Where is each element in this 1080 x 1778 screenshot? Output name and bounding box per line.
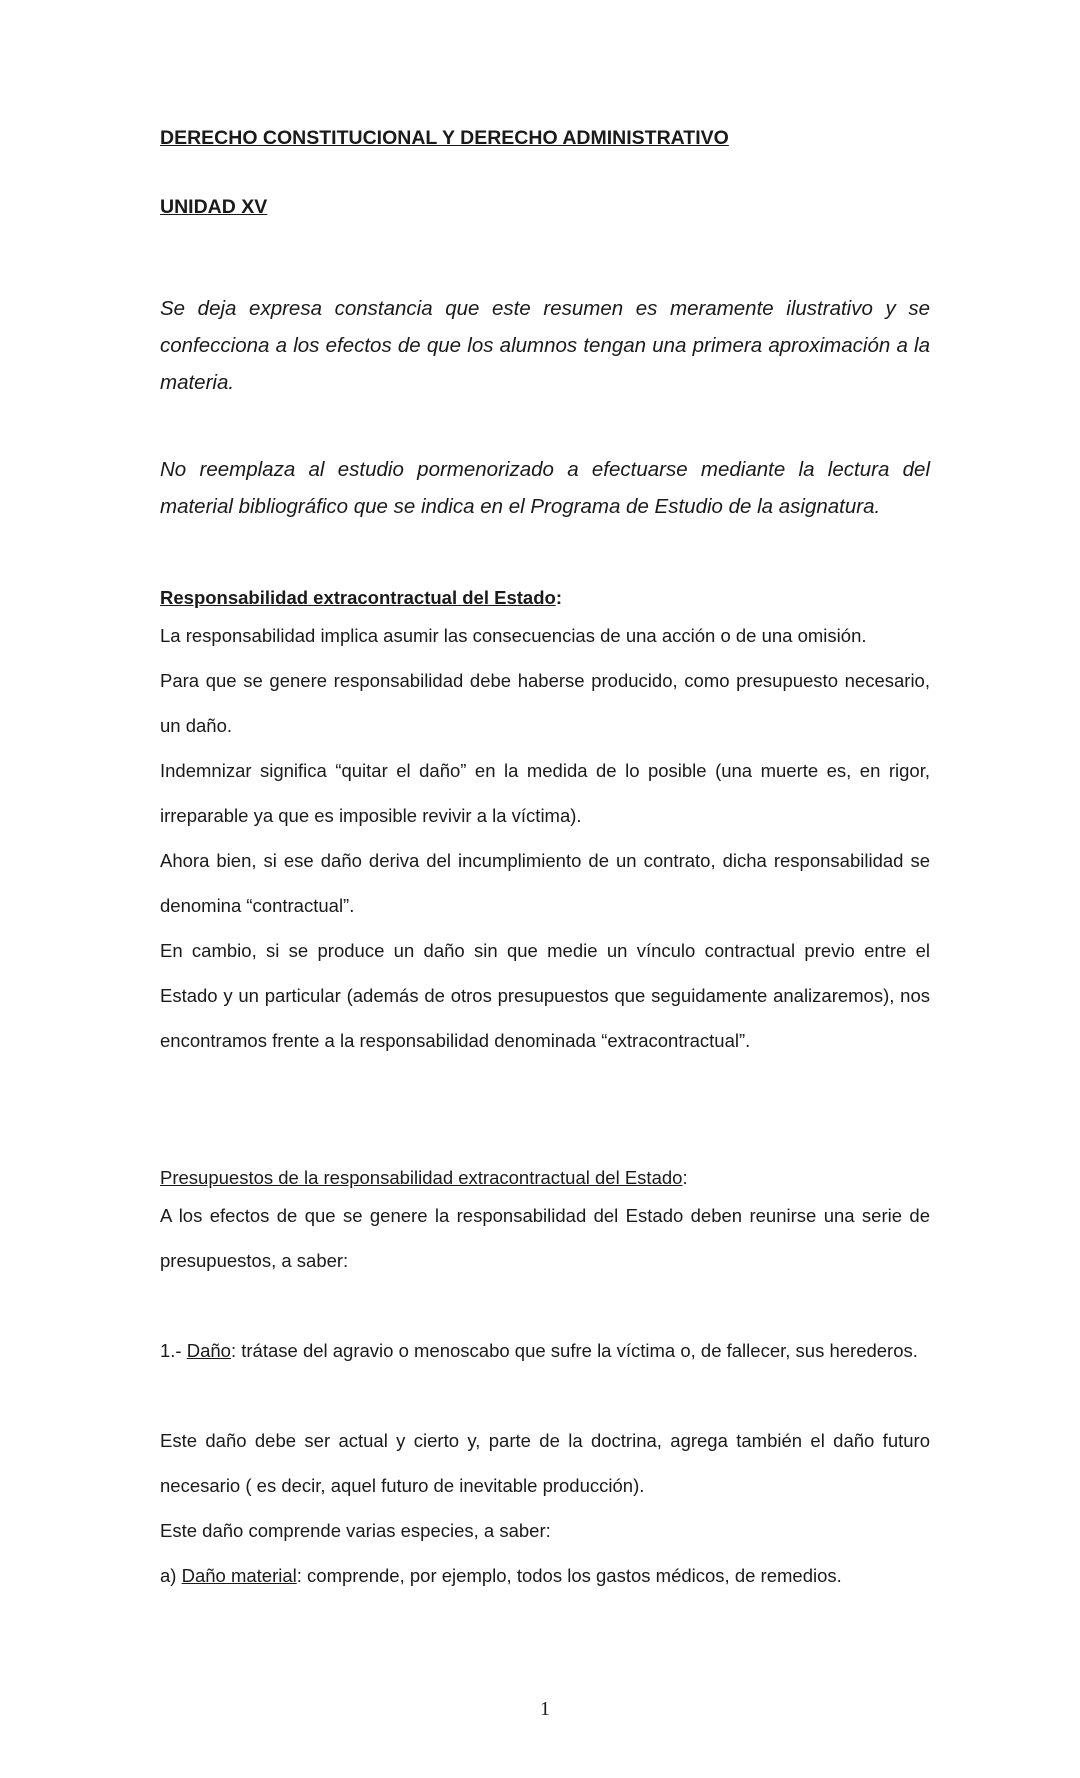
section-heading-colon: : [682, 1167, 688, 1188]
list-item-term: Daño [186, 1340, 231, 1361]
paragraph: A los efectos de que se genere la responsabilidad del Estado deben reunirse una serie de presupuestos, a saber: [160, 1205, 930, 1271]
list-item-dano-material [160, 1553, 930, 1598]
section-heading-presupuestos [160, 1167, 688, 1189]
list-item-term: Daño material [181, 1565, 297, 1586]
section-heading-responsabilidad [160, 587, 562, 609]
paragraph: Ahora bien, si ese daño deriva del incumplimiento de un contrato, dicha responsabilidad se denomina “contractual”. [160, 850, 930, 916]
section-heading-text: Responsabilidad extracontractual del Estado [160, 587, 556, 608]
paragraph: Para que se genere responsabilidad debe haberse producido, como presupuesto necesario, un daño. [160, 670, 930, 736]
paragraph: Indemnizar significa “quitar el daño” en la medida de lo posible (una muerte es, en rigor, irreparable ya que es imposible revivir a la víctima). [160, 760, 930, 826]
paragraph: Este daño comprende varias especies, a saber: [160, 1520, 551, 1541]
page-number: 1 [540, 1698, 550, 1720]
document-page [160, 0, 930, 1778]
list-item-text: : trátase del agravio o menoscabo que sufre la víctima o, de fallecer, sus herederos. [230, 1340, 918, 1361]
paragraph: La responsabilidad implica asumir las consecuencias de una acción o de una omisión. [160, 625, 867, 646]
list-item-text: : comprende, por ejemplo, todos los gastos médicos, de remedios. [296, 1565, 842, 1586]
paragraph: En cambio, si se produce un daño sin que medie un vínculo contractual previo entre el Estado y un particular (además de otros presupuestos que seguidamente analizaremos), nos encontramos frente a la responsabilidad denominada “extracontractual”. [160, 940, 930, 1051]
disclaimer-paragraph-2: No reemplaza al estudio pormenorizado a efectuarse mediante la lectura del material bibliográfico que se indica en el Programa de Estudio de la asignatura. [160, 458, 930, 518]
document-title: DERECHO CONSTITUCIONAL Y DERECHO ADMINISTRATIVO [160, 127, 729, 149]
paragraph: Este daño debe ser actual y cierto y, parte de la doctrina, agrega también el daño futuro necesario ( es decir, aquel futuro de inevitable producción). [160, 1430, 930, 1496]
list-item-number: 1.- [160, 1340, 187, 1361]
section-heading-text: Presupuestos de la responsabilidad extracontractual del Estado [160, 1167, 683, 1188]
disclaimer-paragraph-1: Se deja expresa constancia que este resumen es meramente ilustrativo y se confecciona a los efectos de que los alumnos tengan una primera aproximación a la materia. [160, 297, 930, 394]
list-item-dano [160, 1328, 930, 1373]
section-heading-colon: : [555, 587, 562, 608]
list-item-letter: a) [160, 1565, 182, 1586]
unit-heading: UNIDAD XV [160, 196, 268, 218]
